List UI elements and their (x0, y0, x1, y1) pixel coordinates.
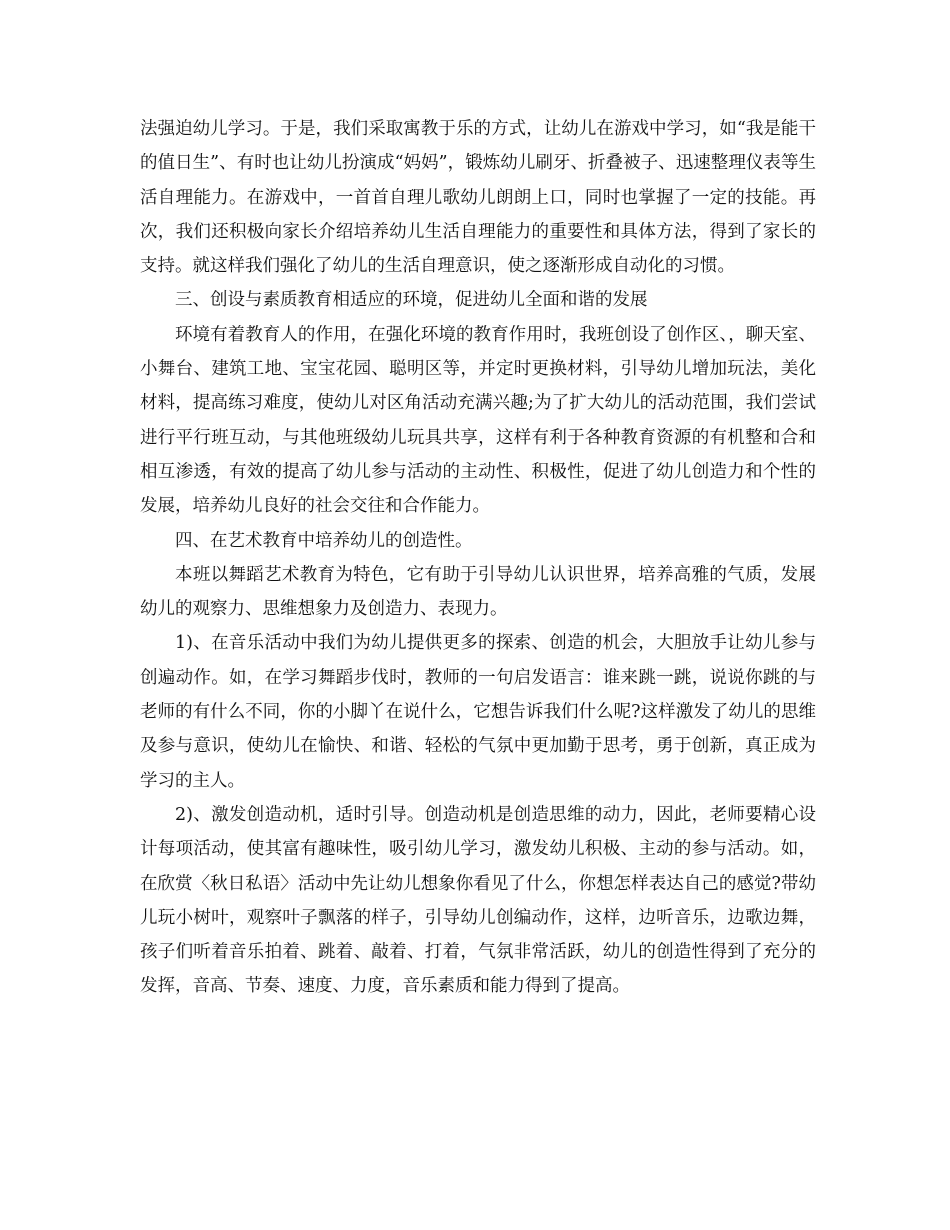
paragraph-item-1: 1)、在音乐活动中我们为幼儿提供更多的探索、创造的机会，大胆放手让幼儿参与创遍动作。如，在学习舞蹈步伐时，教师的一句启发语言：谁来跳一跳，说说你跳的与老师的有什么不同，你的小脚丫在说什么，它想告诉我们什么呢?这样激发了幼儿的思维及参与意识，使幼儿在愉快、和谐、轻松的气氛中更加勤于思考，勇于创新，真正成为学习的主人。 (140, 633, 816, 791)
section-heading-4: 四、在艺术教育中培养幼儿的创造性。 (175, 530, 473, 551)
paragraph-environment: 环境有着教育人的作用，在强化环境的教育作用时，我班创设了创作区、，聊天室、小舞台、建筑工地、宝宝花园、聪明区等，并定时更换材料，引导幼儿增加玩法，美化材料，提高练习难度，使幼儿对区角活动充满兴趣;为了扩大幼儿的活动范围，我们尝试进行平行班互动，与其他班级幼儿玩具共享，这样有利于各种教育资源的有机整和合和相互渗透，有效的提高了幼儿参与活动的主动性、积极性，促进了幼儿创造力和个性的发展，培养幼儿良好的社会交往和合作能力。 (140, 324, 816, 517)
paragraph-dance-education: 本班以舞蹈艺术教育为特色，它有助于引导幼儿认识世界，培养高雅的气质，发展幼儿的观察力、思维想象力及创造力、表现力。 (140, 564, 816, 620)
document-body (140, 112, 816, 1004)
paragraph-item-2: 2)、激发创造动机，适时引导。创造动机是创造思维的动力，因此，老师要精心设计每项活动，使其富有趣味性，吸引幼儿学习，激发幼儿积极、主动的参与活动。如，在欣赏〈秋日私语〉活动中先让幼儿想象你看见了什么，你想怎样表达自己的感觉?带幼儿玩小树叶，观察叶子飘落的样子，引导幼儿创编动作，这样，边听音乐，边歌边舞，孩子们听着音乐拍着、跳着、敲着、打着，气氛非常活跃，幼儿的创造性得到了充分的发挥，音高、节奏、速度、力度，音乐素质和能力得到了提高。 (140, 804, 816, 997)
paragraph-continuation: 法强迫幼儿学习。于是，我们采取寓教于乐的方式，让幼儿在游戏中学习，如“我是能干的值日生”、有时也让幼儿扮演成“妈妈”，锻炼幼儿刷牙、折叠被子、迅速整理仪表等生活自理能力。在游戏中，一首首自理儿歌幼儿朗朗上口，同时也掌握了一定的技能。再次，我们还积极向家长介绍培养幼儿生活自理能力的重要性和具体方法，得到了家长的支持。就这样我们强化了幼儿的生活自理意识，使之逐渐形成自动化的习惯。 (140, 119, 816, 277)
section-heading-3: 三、创设与素质教育相适应的环境，促进幼儿全面和谐的发展 (175, 290, 648, 311)
